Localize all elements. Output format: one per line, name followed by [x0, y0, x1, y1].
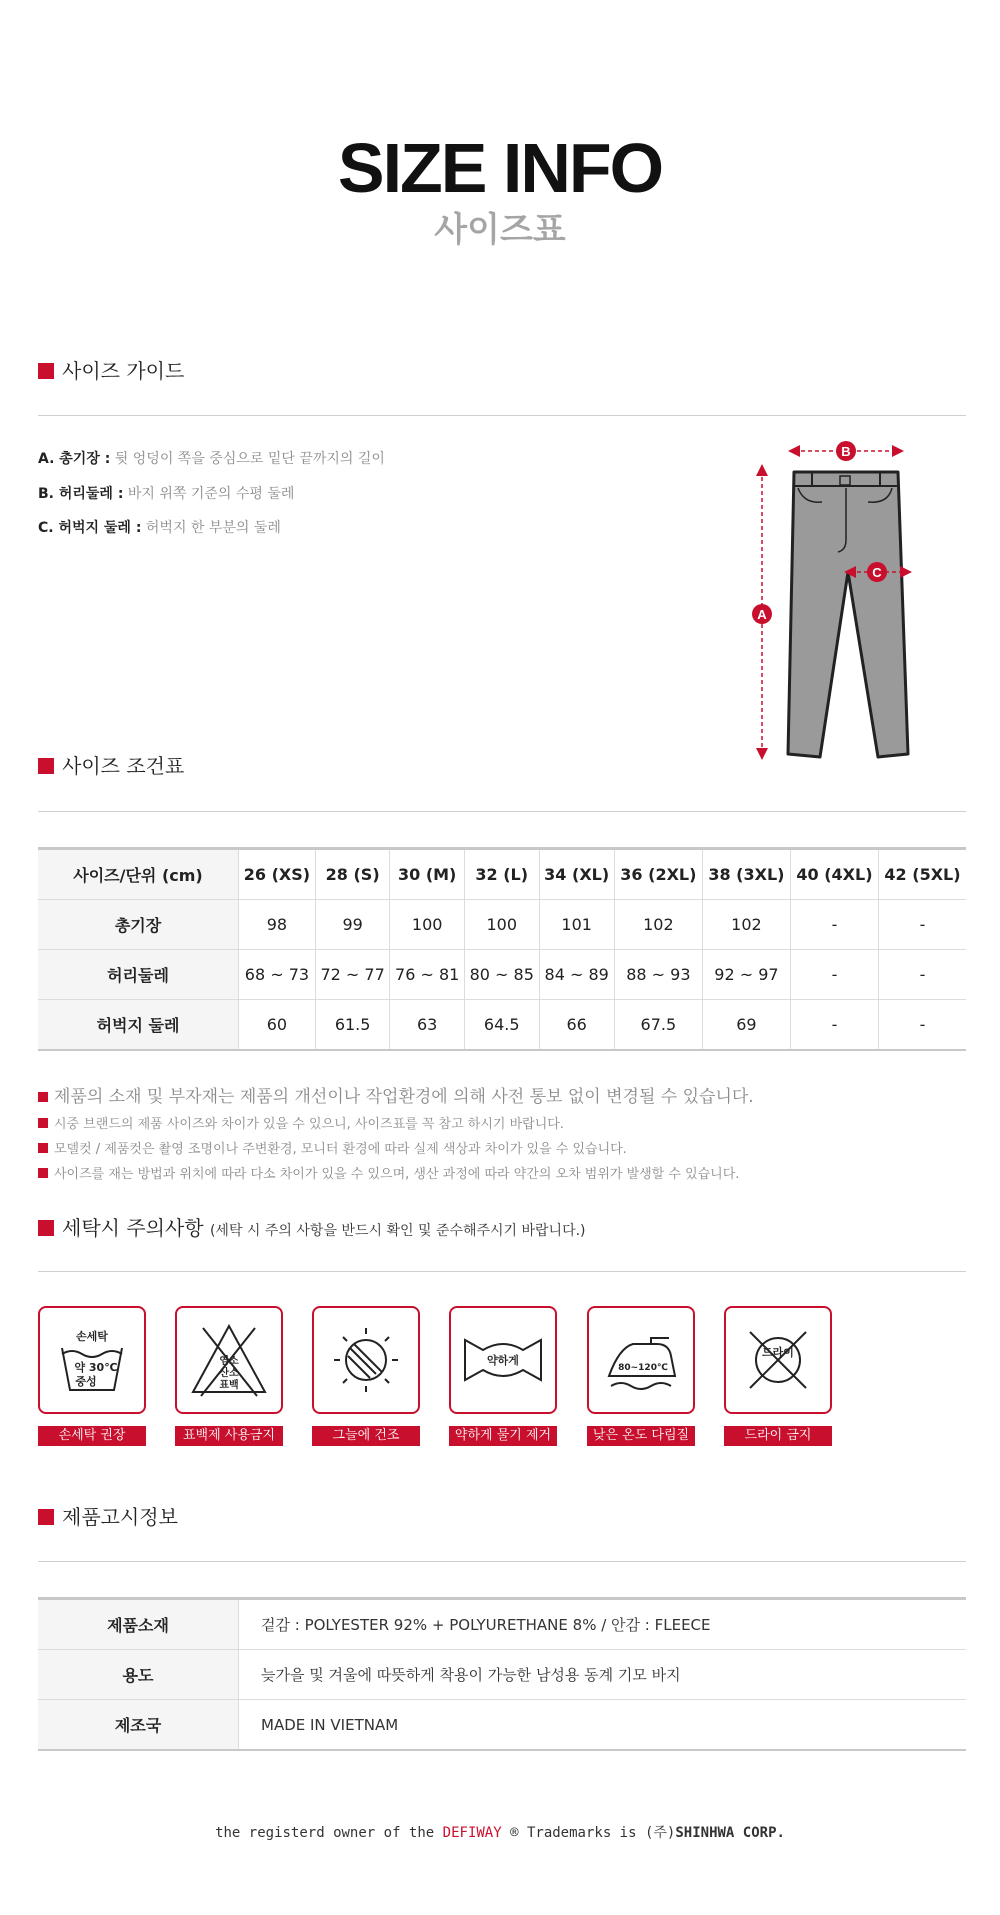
section-title-size-chart — [38, 752, 184, 780]
note-text: 사이즈를 재는 방법과 위치에 따라 다소 차이가 있을 수 있으며, 생산 과정에 따라 약간의 오차 범위가 발생할 수 있습니다. — [54, 1167, 740, 1182]
table-cell: 100 — [464, 900, 539, 950]
icon-text: 산소 — [219, 1368, 239, 1379]
info-key: 제품소재 — [38, 1599, 239, 1650]
divider — [38, 811, 966, 812]
table-cell: - — [790, 950, 878, 1000]
icon-text: 염소 — [219, 1356, 239, 1367]
note-text: 시중 브랜드의 제품 사이즈와 차이가 있을 수 있으니, 사이즈표를 꼭 참고 하시기 바랍니다. — [54, 1117, 564, 1132]
row-header: 총기장 — [38, 900, 239, 950]
table-cell: 80 ~ 85 — [464, 950, 539, 1000]
section-label: 사이즈 가이드 — [62, 359, 185, 383]
dimension-a-label: A — [757, 607, 767, 622]
table-cell: 61.5 — [315, 1000, 390, 1051]
footer-corp: SHINHWA CORP. — [675, 1825, 785, 1841]
table-cell: 92 ~ 97 — [702, 950, 790, 1000]
table-cell: 60 — [239, 1000, 316, 1051]
note-marker — [38, 1143, 48, 1153]
note-text: 모델컷 / 제품컷은 촬영 조명이나 주변환경, 모니터 환경에 따라 실제 색상과 차이가 있을 수 있습니다. — [54, 1142, 627, 1157]
section-marker — [38, 363, 54, 379]
gentle-wring-icon — [449, 1306, 557, 1414]
table-corner-cell: 사이즈/단위 (cm) — [38, 849, 239, 900]
low-iron-icon — [587, 1306, 695, 1414]
info-value: MADE IN VIETNAM — [239, 1700, 967, 1751]
size-table — [38, 847, 966, 1051]
table-cell: - — [878, 950, 966, 1000]
note-item — [38, 1082, 754, 1112]
pants-diagram — [742, 432, 922, 762]
table-cell: 68 ~ 73 — [239, 950, 316, 1000]
footer-text: ® Trademarks is (주) — [510, 1825, 676, 1841]
column-header: 30 (M) — [390, 849, 465, 900]
divider — [38, 415, 966, 416]
table-cell: 64.5 — [464, 1000, 539, 1051]
note-item — [38, 1137, 754, 1162]
row-header: 허리둘레 — [38, 950, 239, 1000]
table-cell: 101 — [539, 900, 614, 950]
table-cell: 69 — [702, 1000, 790, 1051]
table-cell: 100 — [390, 900, 465, 950]
table-cell: 63 — [390, 1000, 465, 1051]
note-item — [38, 1162, 754, 1187]
notes-list — [38, 1082, 754, 1187]
section-title-wash-care — [38, 1214, 586, 1245]
table-cell: 84 ~ 89 — [539, 950, 614, 1000]
guide-text: 뒷 엉덩이 쪽을 중심으로 밑단 끝까지의 길이 — [114, 451, 385, 467]
table-row — [38, 1599, 966, 1650]
product-info-table — [38, 1597, 966, 1751]
dimension-c-label: C — [872, 565, 882, 580]
guide-item-a — [38, 449, 385, 469]
page-subtitle: 사이즈표 — [434, 210, 566, 250]
table-cell: - — [790, 1000, 878, 1051]
care-label: 표백제 사용금지 — [175, 1426, 283, 1446]
icon-text: 표백 — [219, 1380, 239, 1391]
care-label: 낮은 온도 다림질 — [587, 1426, 695, 1446]
table-cell: - — [878, 1000, 966, 1051]
table-row — [38, 1700, 966, 1751]
guide-text: 바지 위쪽 기준의 수평 둘레 — [127, 486, 295, 502]
icon-text: 드라이 — [762, 1346, 794, 1359]
divider — [38, 1561, 966, 1562]
guide-text: 허벅지 한 부분의 둘레 — [145, 520, 281, 536]
icon-text: 80~120℃ — [618, 1363, 668, 1373]
column-header: 32 (L) — [464, 849, 539, 900]
info-key: 제조국 — [38, 1700, 239, 1751]
section-marker — [38, 1509, 54, 1525]
section-label: 사이즈 조건표 — [62, 754, 185, 778]
note-marker — [38, 1092, 48, 1102]
section-label: 세탁시 주의사항 — [62, 1216, 204, 1240]
guide-item-c — [38, 518, 281, 538]
section-marker — [38, 758, 54, 774]
info-value: 겉감 : POLYESTER 92% + POLYURETHANE 8% / 안감 : FLEECE — [239, 1599, 967, 1650]
table-header-row — [38, 849, 966, 900]
table-row — [38, 1000, 966, 1051]
table-cell: 76 ~ 81 — [390, 950, 465, 1000]
table-cell: 66 — [539, 1000, 614, 1051]
info-value: 늦가을 및 겨울에 따뜻하게 착용이 가능한 남성용 동계 기모 바지 — [239, 1650, 967, 1700]
dimension-b-label: B — [841, 444, 851, 459]
table-cell: - — [790, 900, 878, 950]
column-header: 36 (2XL) — [614, 849, 702, 900]
note-marker — [38, 1118, 48, 1128]
table-cell: 98 — [239, 900, 316, 950]
footer-brand: DEFIWAY — [442, 1825, 502, 1841]
section-title-product-info — [38, 1503, 178, 1531]
icon-text: 손세탁 — [76, 1330, 108, 1343]
table-cell: 88 ~ 93 — [614, 950, 702, 1000]
icon-text: 중성 — [75, 1375, 97, 1388]
guide-label: B. 허리둘레 : — [38, 486, 124, 502]
note-text: 제품의 소재 및 부자재는 제품의 개선이나 작업환경에 의해 사전 통보 없이 변경될 수 있습니다. — [54, 1087, 754, 1107]
column-header: 42 (5XL) — [878, 849, 966, 900]
care-label: 손세탁 권장 — [38, 1426, 146, 1446]
guide-label: C. 허벅지 둘레 : — [38, 520, 142, 536]
table-row — [38, 900, 966, 950]
no-dry-clean-icon — [724, 1306, 832, 1414]
table-cell: 99 — [315, 900, 390, 950]
table-row — [38, 1650, 966, 1700]
section-label: 제품고시정보 — [62, 1505, 178, 1529]
footer — [0, 1822, 1000, 1842]
table-cell: 102 — [614, 900, 702, 950]
row-header: 허벅지 둘레 — [38, 1000, 239, 1051]
column-header: 34 (XL) — [539, 849, 614, 900]
column-header: 28 (S) — [315, 849, 390, 900]
column-header: 26 (XS) — [239, 849, 316, 900]
table-row — [38, 950, 966, 1000]
section-marker — [38, 1220, 54, 1236]
section-note: (세탁 시 주의 사항을 반드시 확인 및 준수해주시기 바랍니다.) — [209, 1223, 586, 1239]
shade-dry-icon — [312, 1306, 420, 1414]
care-label: 약하게 물기 제거 — [449, 1426, 557, 1446]
care-label: 드라이 금지 — [724, 1426, 832, 1446]
page-title: SIZE INFO — [337, 129, 663, 207]
column-header: 40 (4XL) — [790, 849, 878, 900]
no-bleach-icon — [175, 1306, 283, 1414]
hand-wash-icon — [38, 1306, 146, 1414]
guide-label: A. 총기장 : — [38, 451, 111, 467]
care-label: 그늘에 건조 — [312, 1426, 420, 1446]
footer-text: the registerd owner of the — [215, 1825, 435, 1841]
icon-text: 약 30℃ — [74, 1361, 118, 1374]
table-cell: - — [878, 900, 966, 950]
column-header: 38 (3XL) — [702, 849, 790, 900]
pants-shape — [788, 472, 908, 757]
icon-text: 약하게 — [487, 1354, 519, 1367]
table-cell: 67.5 — [614, 1000, 702, 1051]
note-marker — [38, 1168, 48, 1178]
table-cell: 72 ~ 77 — [315, 950, 390, 1000]
table-cell: 102 — [702, 900, 790, 950]
guide-item-b — [38, 484, 294, 504]
section-title-size-guide — [38, 357, 184, 385]
note-item — [38, 1112, 754, 1137]
info-key: 용도 — [38, 1650, 239, 1700]
divider — [38, 1271, 966, 1272]
